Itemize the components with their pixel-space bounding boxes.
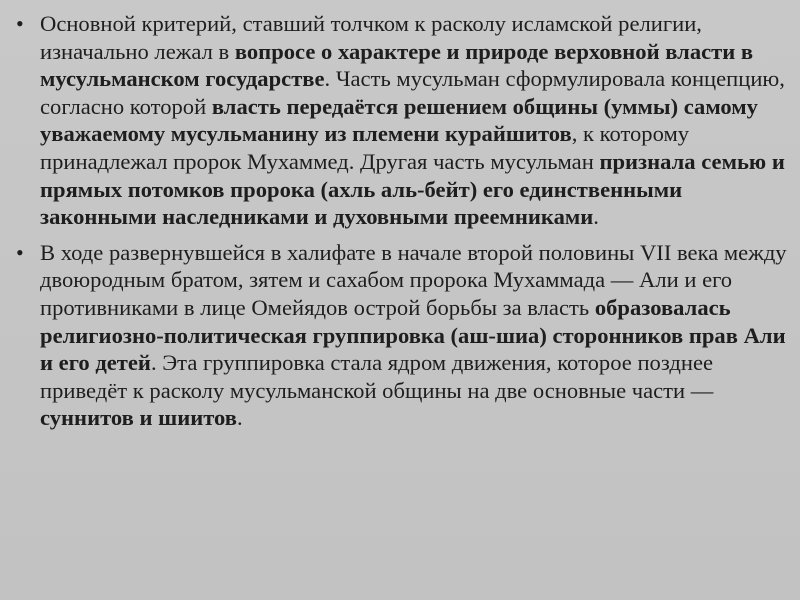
text-run: . Часть мусульман сформулировала концепцию, согласно которой (40, 66, 785, 119)
bullet-marker: • (16, 11, 24, 36)
text-run: . (236, 405, 243, 431)
text-run: , к которому принадлежал пророк Мухаммед. Другая часть мусульман (40, 121, 690, 174)
bold-text-run: суннитов и шиитов (40, 405, 237, 431)
text-run: . Эта группировка стала ядром движения, которое позднее приведёт к расколу мусульманской общины на две основные части — (40, 350, 714, 403)
text-run: . (593, 204, 599, 230)
bullet-marker: • (16, 239, 24, 265)
bullet-item (10, 239, 788, 432)
bullet-item (10, 10, 788, 231)
bold-text-run: вопросе о характере и природе верховной власти в мусульманском государстве (40, 38, 754, 92)
text-run: В ходе развернувшейся в халифате в начале второй половины VII века между двоюродным братом, зятем и сахабом пророка Мухаммада — Али и его противниками в лице Омейядов острой борьбы за власть (40, 239, 787, 320)
text-run: Основной критерий, ставший толчком к расколу исламской религии, изначально лежал в (40, 11, 702, 64)
bold-text-run: образовалась религиозно-политическая группировка (аш-шиа) сторонников прав Али и его детей (40, 294, 786, 376)
bullet-list (10, 10, 788, 440)
bold-text-run: власть передаётся решением общины (уммы) самому уважаемому мусульманину из племени курайшитов (40, 93, 758, 147)
bold-text-run: признала семью и прямых потомков пророка (ахль аль-бейт) его единственными законными наследниками и духовными преемниками (40, 148, 785, 230)
